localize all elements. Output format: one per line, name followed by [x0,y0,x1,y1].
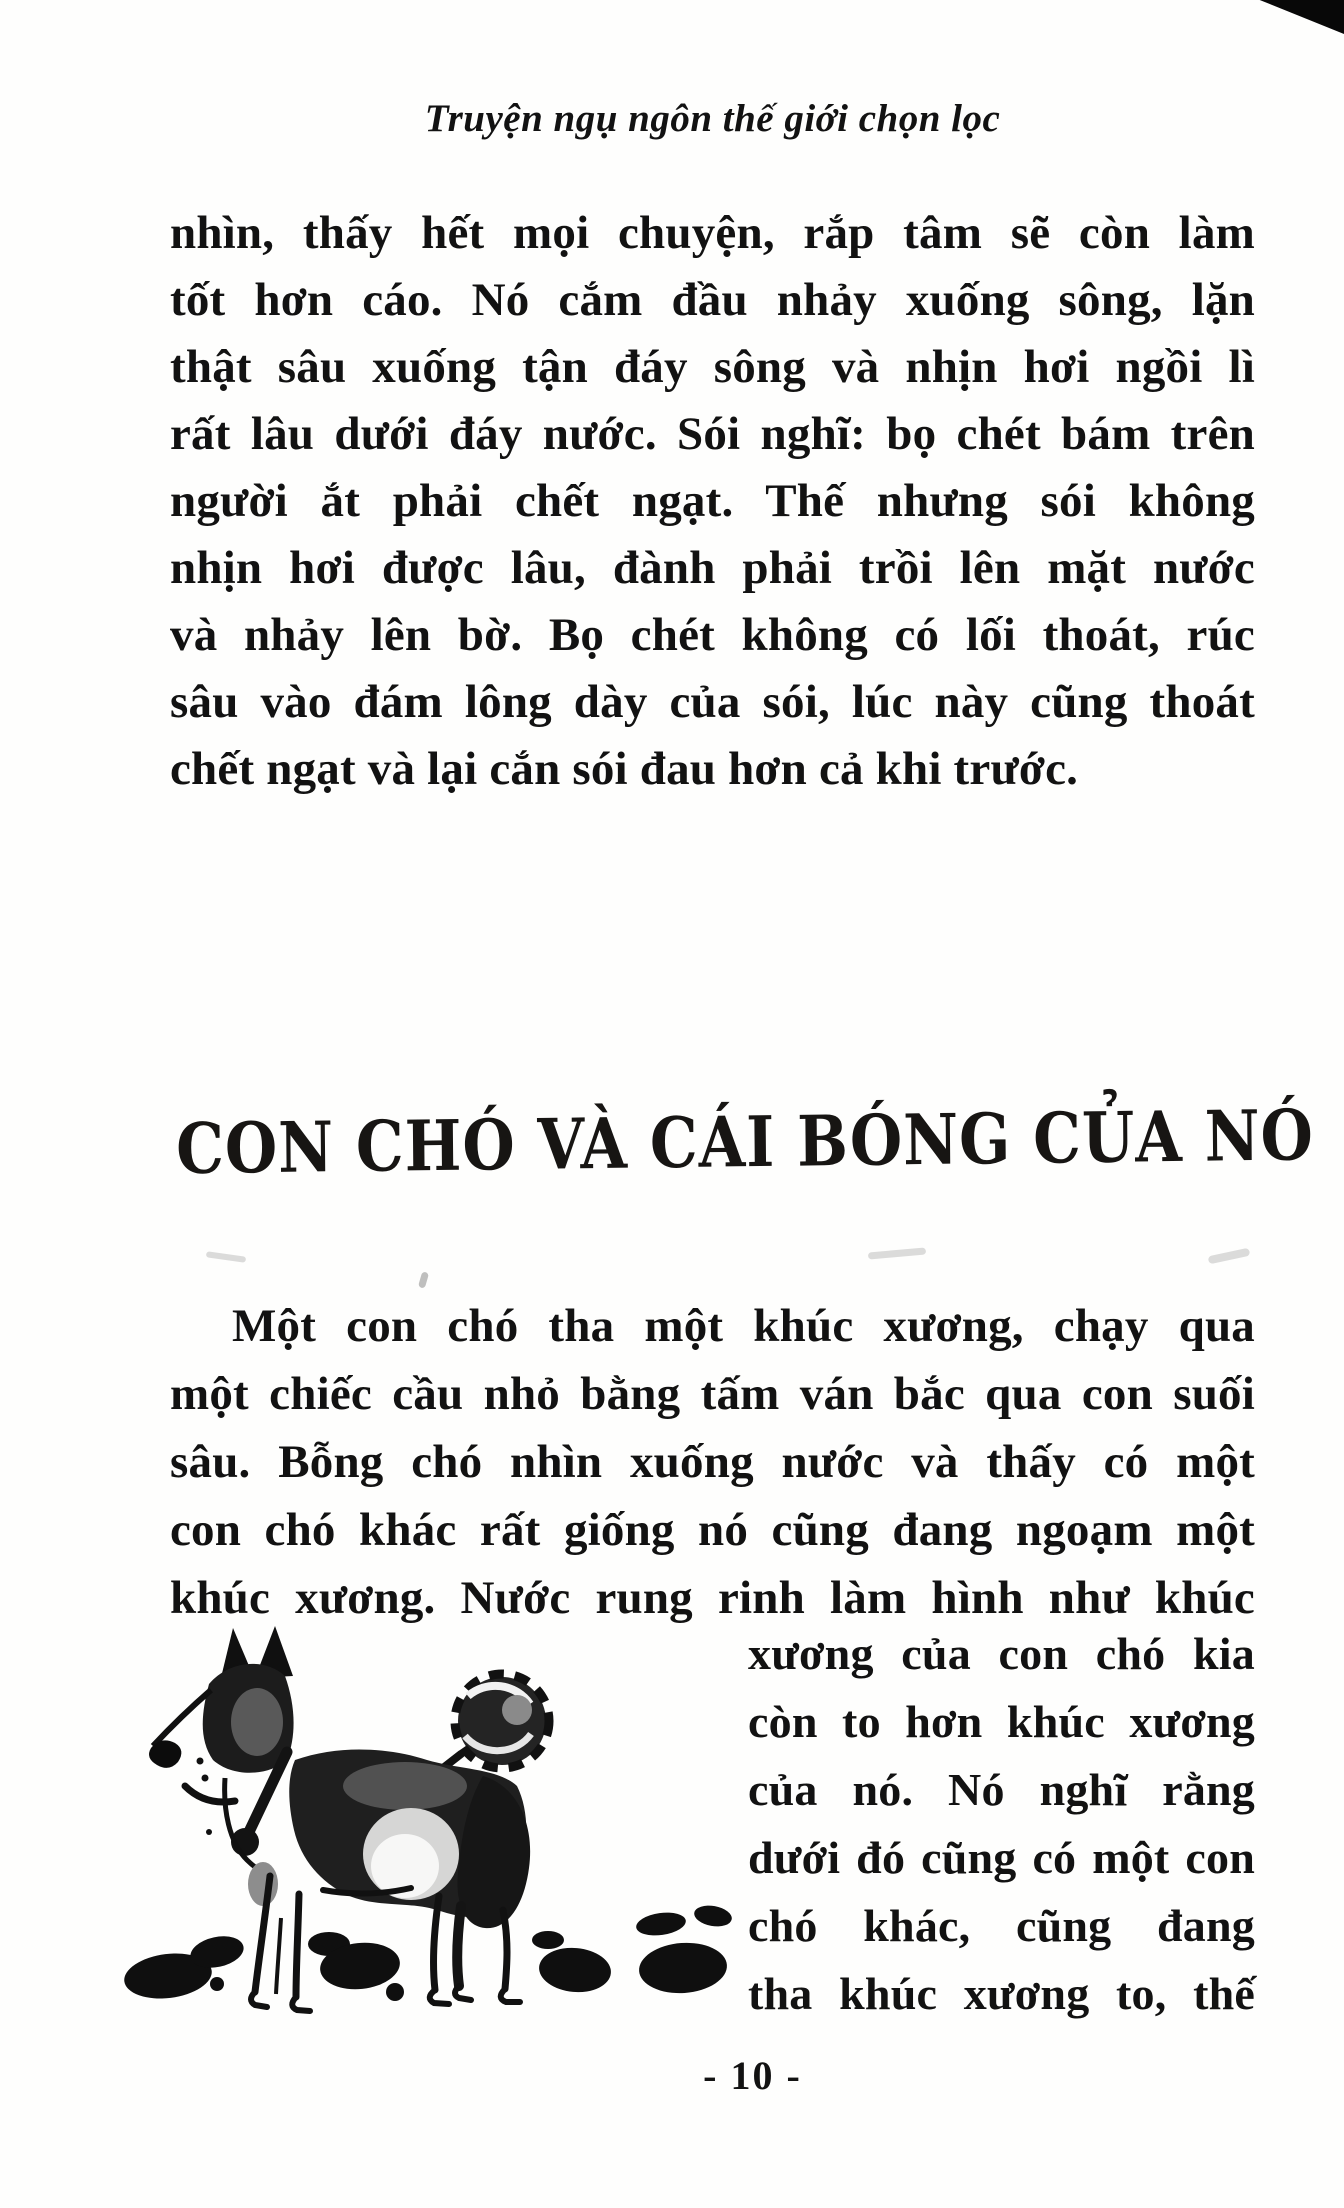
text-line: Một con chó tha một khúc xương, chạy qua [232,1300,1255,1352]
text-line: con chó khác rất giống nó cũng đang ngoạm một [170,1504,1255,1556]
text-line: nhìn, thấy hết mọi chuyện, rắp tâm sẽ còn làm [170,207,1255,259]
text-line: tha khúc xương to, thế [748,1968,1255,2019]
paragraph-dog-story [170,1292,1255,1632]
print-speck [868,1247,926,1259]
dog-illustration [105,1618,755,2038]
text-line: chó khác, cũng đang [748,1900,1255,1951]
text-line: nhịn hơi được lâu, đành phải trồi lên mặt nước [170,542,1255,594]
text-line: còn to hơn khúc xương [748,1696,1255,1747]
ground-stones [122,1903,734,2003]
text-line: người ắt phải chết ngạt. Thế nhưng sói không [170,475,1255,527]
text-line: rất lâu dưới đáy nước. Sói nghĩ: bọ chét bám trên [170,408,1255,460]
print-speck [1208,1248,1251,1265]
page-corner-shadow [1246,0,1344,46]
text-line: sâu vào đám lông dày của sói, lúc này cũng thoát [170,676,1255,728]
paragraph-wolf-story [170,200,1255,803]
text-line: sâu. Bỗng chó nhìn xuống nước và thấy có một [170,1436,1255,1488]
print-speck [418,1271,429,1288]
text-line: và nhảy lên bờ. Bọ chét không có lối thoát, rúc [170,609,1255,661]
running-header: Truyện ngụ ngôn thế giới chọn lọc [424,97,1001,140]
text-line: dưới đó cũng có một con [748,1832,1255,1883]
story-title: CON CHÓ VÀ CÁI BÓNG CỦA NÓ [175,1095,1315,1191]
print-speck [206,1251,246,1263]
paragraph-dog-story-wrapped [748,1620,1255,2028]
text-line: khúc xương. Nước rung rinh làm hình như khúc [170,1572,1255,1624]
text-line: của nó. Nó nghĩ rằng [748,1764,1255,1815]
text-line: thật sâu xuống tận đáy sông và nhịn hơi ngồi lì [170,341,1255,393]
text-line: tốt hơn cáo. Nó cắm đầu nhảy xuống sông, lặn [170,274,1255,326]
text-line: một chiếc cầu nhỏ bằng tấm ván bắc qua con suối [170,1368,1255,1420]
text-line: chết ngạt và lại cắn sói đau hơn cả khi trước. [170,743,1079,795]
text-line: xương của con chó kia [748,1628,1255,1679]
page-number: - 10 - [703,2053,802,2098]
